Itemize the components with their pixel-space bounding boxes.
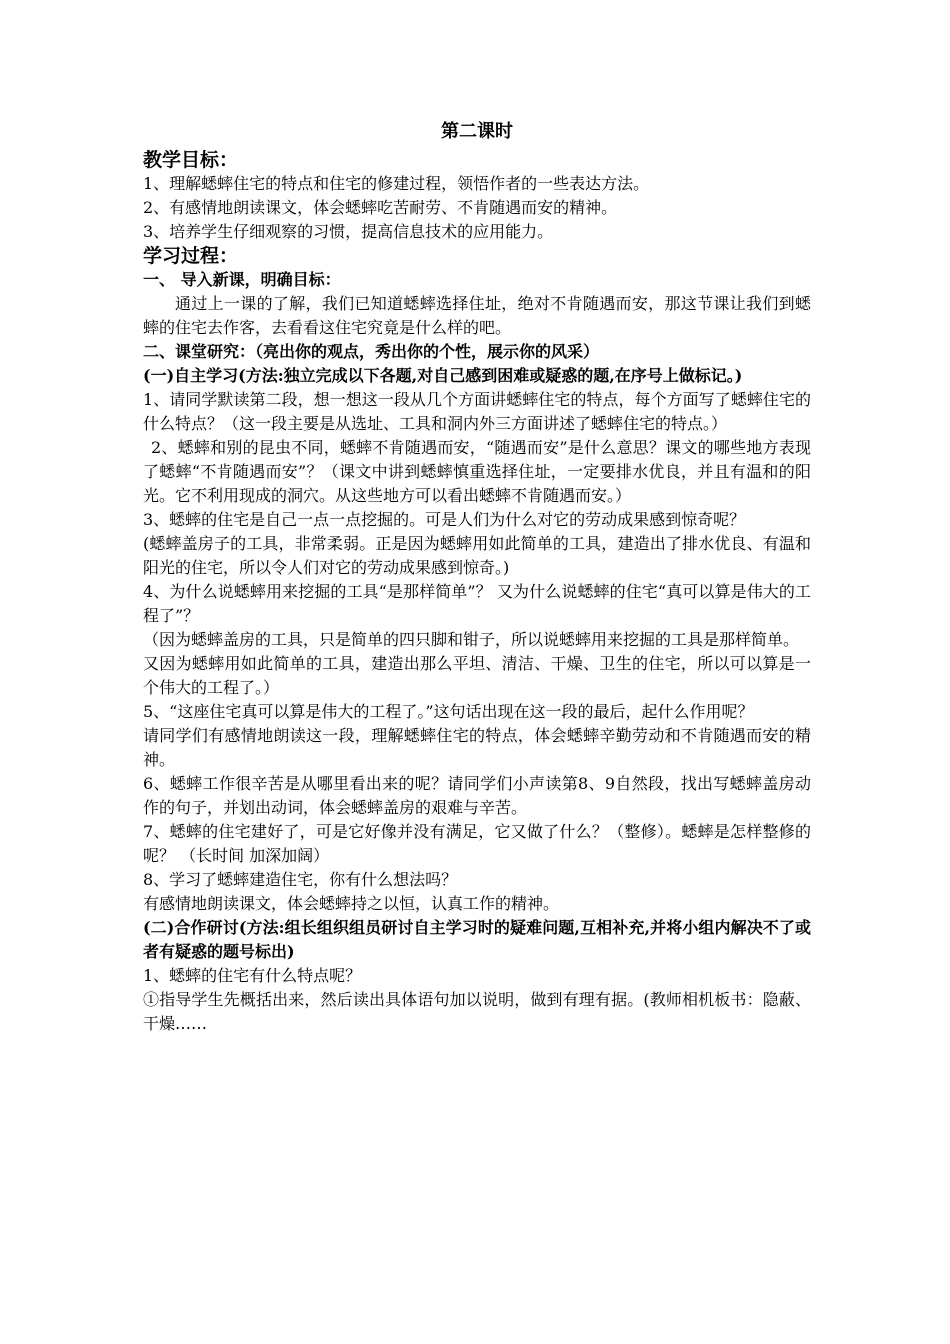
section-1-text: 通过上一课的了解，我们已知道蟋蟀选择住址，绝对不肯随遇而安，那这节课让我们到蟋蟀的住宅去作客，去看看这住宅究竟是什么样的吧。 — [143, 294, 811, 337]
study-item: 6、蟋蟀工作很辛苦是从哪里看出来的呢？请同学们小声读第8、9自然段，找出写蟋蟀盖房动作的句子，并划出动词，体会蟋蟀盖房的艰难与辛苦。 — [143, 774, 811, 817]
study-item: 4、为什么说蟋蟀用来挖掘的工具“是那样简单”？ 又为什么说蟋蟀的住宅“真可以算是伟大的工程了”？ — [143, 582, 811, 625]
section-1-heading: 一、 导入新课，明确目标： — [143, 270, 341, 289]
coop-heading: (二)合作研讨(方法:组长组织组员研讨自主学习时的疑难问题,互相补充,并将小组内解决不了或者有疑惑的题号标出) — [143, 918, 811, 961]
goal-item: 3、培养学生仔细观察的习惯，提高信息技术的应用能力。 — [143, 222, 554, 241]
study-item: 3、蟋蟀的住宅是自己一点一点挖掘的。可是人们为什么对它的劳动成果感到惊奇呢？ — [143, 510, 746, 529]
study-item: 1、请同学默读第二段，想一想这一段从几个方面讲蟋蟀住宅的特点，每个方面写了蟋蟀住宅的什么特点？（这一段主要是从选址、工具和洞内外三方面讲述了蟋蟀住宅的特点。） — [143, 390, 811, 433]
self-study-heading: (一)自主学习(方法:独立完成以下各题,对自己感到困难或疑惑的题,在序号上做标记。) — [143, 366, 743, 385]
goal-item: 2、有感情地朗读课文，体会蟋蟀吃苦耐劳、不肯随遇而安的精神。 — [143, 198, 618, 217]
process-heading: 学习过程： — [143, 245, 239, 267]
coop-item: ①指导学生先概括出来，然后读出具体语句加以说明，做到有理有据。(教师相机板书：隐蔽、干燥…… — [143, 990, 811, 1033]
study-item: 请同学们有感情地朗读这一段，理解蟋蟀住宅的特点，体会蟋蟀辛勤劳动和不肯随遇而安的精神。 — [143, 726, 811, 769]
study-item: 有感情地朗读课文，体会蟋蟀持之以恒，认真工作的精神。 — [143, 894, 560, 913]
study-item: (蟋蟀盖房子的工具，非常柔弱。正是因为蟋蟀用如此简单的工具，建造出了排水优良、有温和阳光的住宅，所以令人们对它的劳动成果感到惊奇。) — [143, 534, 811, 577]
page-title: 第二课时 — [441, 121, 513, 142]
study-item: 7、蟋蟀的住宅建好了，可是它好像并没有满足，它又做了什么？（整修）。蟋蟀是怎样整修的呢？ （长时间 加深加阔） — [143, 822, 811, 865]
study-item: 2、蟋蟀和别的昆虫不同，蟋蟀不肯随遇而安，“随遇而安”是什么意思？课文的哪些地方表现了蟋蟀“不肯随遇而安”？（课文中讲到蟋蟀慎重选择住址，一定要排水优良，并且有温和的阳光。它不利用现成的洞穴。从这些地方可以看出蟋蟀不肯随遇而安。） — [143, 438, 811, 505]
study-item: （因为蟋蟀盖房的工具，只是简单的四只脚和钳子，所以说蟋蟀用来挖掘的工具是那样简单。 — [143, 630, 800, 649]
study-item: 又因为蟋蟀用如此简单的工具，建造出那么平坦、清洁、干燥、卫生的住宅，所以可以算是一个伟大的工程了。） — [143, 654, 811, 697]
goals-heading: 教学目标： — [143, 149, 239, 171]
coop-item: 1、蟋蟀的住宅有什么特点呢？ — [143, 966, 362, 985]
goal-item: 1、理解蟋蟀住宅的特点和住宅的修建过程，领悟作者的一些表达方法。 — [143, 174, 650, 193]
study-item: 5、“这座住宅真可以算是伟大的工程了。”这句话出现在这一段的最后，起什么作用呢？ — [143, 702, 754, 721]
section-2-heading: 二、课堂研究：（亮出你的观点，秀出你的个性，展示你的风采） — [143, 342, 600, 361]
document-page — [143, 118, 811, 1036]
study-item: 8、学习了蟋蟀建造住宅，你有什么想法吗？ — [143, 870, 458, 889]
